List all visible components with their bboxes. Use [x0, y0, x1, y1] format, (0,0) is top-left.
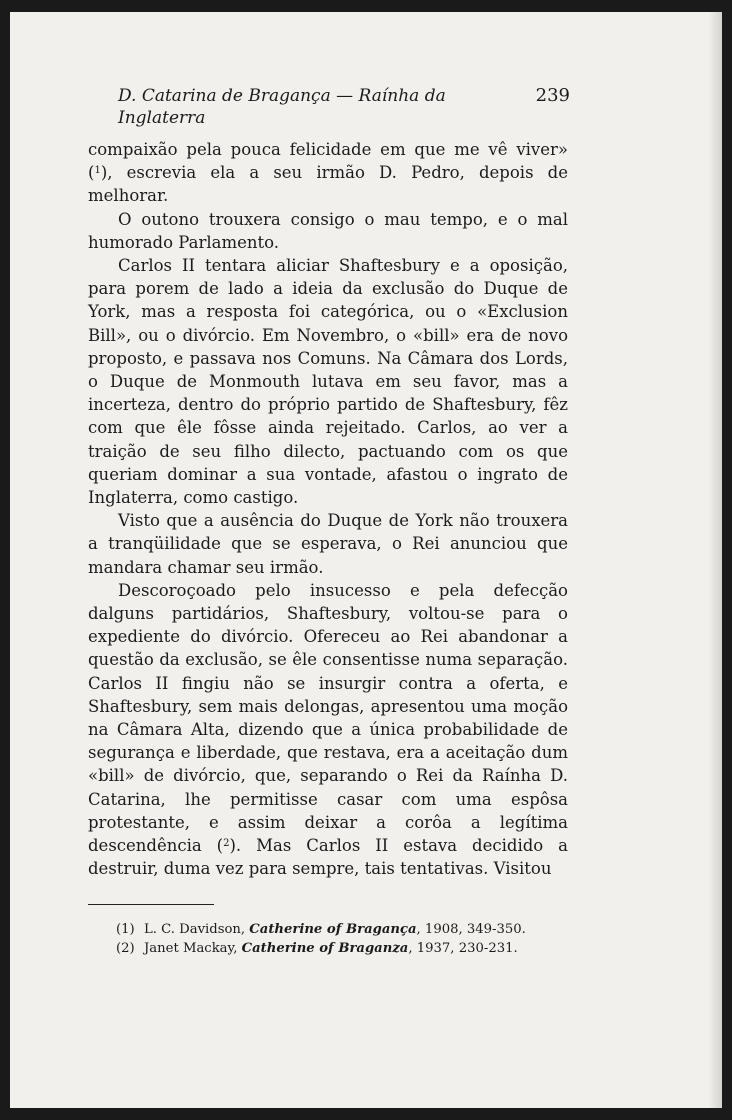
footnote-mark: (1)	[116, 922, 135, 937]
paragraph-1-text-b: ), escrevia ela a seu irmão D. Pedro, depois de melhorar.	[88, 163, 568, 206]
running-head	[118, 85, 570, 129]
running-title: D. Catarina de Bragança — Raínha da Inglaterra	[118, 86, 446, 128]
footnotes	[116, 920, 566, 958]
footnote-2	[116, 939, 566, 958]
footnote-1	[116, 920, 566, 939]
paragraph-5	[88, 579, 568, 881]
paragraph-5-text-a: Descoroçoado pelo insucesso e pela defecção dalguns partidários, Shaftesbury, voltou-se para o expediente do divórcio. Ofereceu ao Rei abandonar a questão da exclusão, se êle consentisse numa separação. Carlos II fingiu não se insurgir contra a oferta, e Shaftesbury, sem mais delongas, apresentou uma moção na Câmara Alta, dizendo que a única probabilidade de segurança e liberdade, que restava, era a aceitação dum «bill» de divórcio, que, separando o Rei da Raínha D. Catarina, lhe permitisse casar com uma espôsa protestante, e assim deixar a corôa a legítima descendência (	[88, 580, 568, 856]
footnote-details: , 1937, 230-231.	[408, 941, 518, 956]
paragraph-1	[88, 138, 568, 208]
footnote-ref-2: 2	[223, 838, 230, 850]
paragraph-5-text-b: ). Mas Carlos II estava decidido a destruir, duma vez para sempre, tais tentativas. Visitou	[88, 836, 568, 879]
footnote-ref-1: 1	[94, 165, 101, 177]
footnote-rule	[88, 904, 214, 905]
page-number: 239	[535, 85, 570, 106]
footnote-mark: (2)	[116, 941, 135, 956]
footnote-work-title: Catherine of Bragança	[249, 922, 417, 937]
paragraph-2: O outono trouxera consigo o mau tempo, e o mal humorado Parlamento.	[88, 209, 568, 252]
book-page	[10, 12, 722, 1108]
paragraph-3: Carlos II tentara aliciar Shaftesbury e a oposição, para porem de lado a ideia da exclusão do Duque de York, mas a resposta foi categórica, ou o «Exclusion Bill», ou o divórcio. Em Novembro, o «bill» era de novo proposto, e passava nos Comuns. Na Câmara dos Lords, o Duque de Monmouth lutava em seu favor, mas a incerteza, dentro do próprio partido de Shaftesbury, fêz com que êle fôsse ainda rejeitado. Carlos, ao ver a traição de seu filho dilecto, pactuando com os que queriam dominar a sua vontade, afastou o ingrato de Inglaterra, como castigo.	[88, 256, 568, 508]
footnote-author: L. C. Davidson,	[144, 922, 250, 937]
page-edge-shadow	[708, 12, 722, 1108]
footnote-author: Janet Mackay,	[144, 941, 242, 956]
footnote-work-title: Catherine of Braganza	[241, 941, 409, 956]
paragraph-4: Visto que a ausência do Duque de York não trouxera a tranqüilidade que se esperava, o Rei anunciou que mandara chamar seu irmão.	[88, 511, 568, 577]
paragraph-1-text-a: compaixão pela pouca felicidade em que me vê viver» (	[88, 140, 568, 183]
footnote-details: , 1908, 349-350.	[416, 922, 526, 937]
body-text	[88, 138, 568, 881]
